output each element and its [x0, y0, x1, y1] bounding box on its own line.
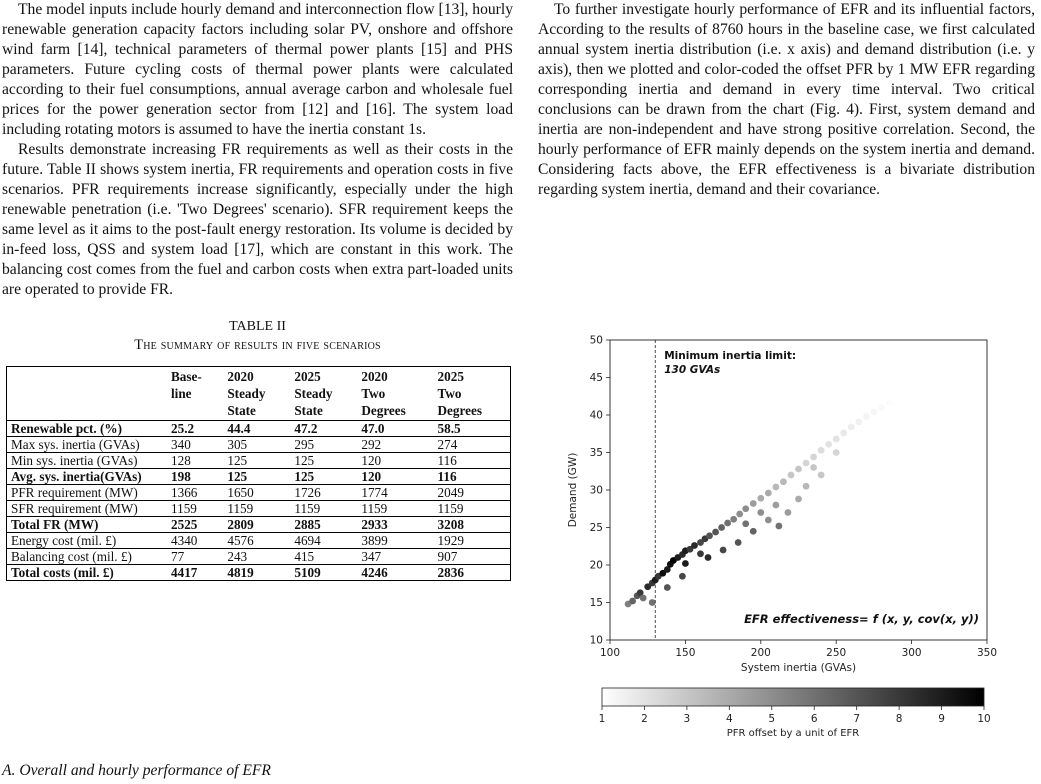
data-point: [780, 478, 787, 485]
table-cell: 25.2: [167, 421, 223, 437]
data-point: [886, 400, 893, 407]
table-cell: 340: [167, 437, 223, 453]
table-cell: 243: [223, 549, 290, 565]
table-cell: 292: [357, 437, 433, 453]
data-point: [871, 409, 878, 416]
table-cell: 198: [167, 469, 223, 485]
table-cell: 125: [223, 453, 290, 469]
table-cell: 415: [290, 549, 357, 565]
x-tick-label: 250: [826, 647, 847, 659]
table-cell: 2809: [223, 517, 290, 533]
data-point: [649, 599, 656, 606]
table-header-cell: [7, 403, 168, 421]
colorbar-tick-label: 9: [938, 713, 945, 725]
data-point: [757, 495, 764, 502]
table-cell: 1159: [357, 501, 433, 517]
colorbar-tick-label: 3: [683, 713, 691, 725]
table-cell: 44.4: [223, 421, 290, 437]
data-point: [863, 413, 870, 420]
data-point: [788, 472, 795, 479]
effectiveness-annotation: EFR effectiveness= f (x, y, cov(x, y)): [744, 611, 979, 626]
min-inertia-value: 130 GVAs: [664, 364, 721, 376]
table-header-cell: State: [223, 403, 290, 421]
table-cell: 1774: [357, 485, 433, 501]
colorbar-tick-label: 8: [895, 713, 903, 725]
table-cell: 1159: [223, 501, 290, 517]
data-point: [705, 554, 712, 561]
data-point: [833, 436, 840, 443]
table-row: [7, 533, 511, 549]
colorbar-tick-label: 5: [768, 713, 776, 725]
y-tick-label: 30: [589, 484, 603, 497]
y-tick-label: 40: [589, 409, 603, 422]
data-point: [772, 484, 779, 491]
table-cell: PFR requirement (MW): [7, 485, 168, 501]
data-point: [724, 520, 731, 527]
paragraph: Results demonstrate increasing FR requirements as well as their costs in the future. Table II shows system inertia, FR requirements and operation costs in five scenarios. PFR requirements increase significantly, especially under the high renewable penetration (i.e. 'Two Degrees' scenario). SFR requirement keeps the same level as it aims to the post-fault energy restoration. Its volume is decided by in-feed loss, QSS and system load [17], which are constant in this work. The balancing cost comes from the fuel and carbon costs when extra part-loaded units are operated to provide FR.: [2, 141, 513, 298]
data-point: [679, 573, 686, 580]
data-point: [750, 500, 757, 507]
table-cell: 305: [223, 437, 290, 453]
colorbar: [602, 688, 984, 706]
min-inertia-label: Minimum inertia limit:: [664, 350, 797, 362]
table-cell: Energy cost (mil. £): [7, 533, 168, 549]
table-cell: 1159: [434, 501, 511, 517]
data-point: [785, 509, 792, 516]
table-row: [7, 485, 511, 501]
table-cell: 2836: [434, 565, 511, 581]
plot-frame: [610, 340, 987, 640]
table-header-cell: 2020: [223, 367, 290, 387]
table-cell: 4576: [223, 533, 290, 549]
table-header-cell: Steady: [294, 386, 333, 401]
table-row: [7, 501, 511, 517]
data-point: [682, 560, 689, 567]
table-cell: 120: [357, 469, 433, 485]
y-tick-label: 50: [589, 334, 603, 347]
table-cell: 1726: [290, 485, 357, 501]
table-header-cell: Base-: [167, 367, 223, 387]
y-tick-label: 20: [589, 559, 603, 572]
table-header-cell: Degrees: [357, 403, 433, 421]
table-header-cell: line: [171, 386, 192, 401]
table-header-cell: Two: [434, 386, 511, 403]
data-point: [818, 447, 825, 454]
table-cell: 125: [290, 453, 357, 469]
table-cell: 77: [167, 549, 223, 565]
table-cell: 125: [290, 469, 357, 485]
data-point: [712, 529, 719, 536]
table-cell: 1366: [167, 485, 223, 501]
y-tick-label: 15: [589, 597, 603, 609]
table-cell: 4417: [167, 565, 223, 581]
subsection-title: A. Overall and hourly performance of EFR: [2, 762, 271, 779]
scatter-figure: [560, 332, 1010, 742]
data-point: [803, 460, 810, 467]
data-point: [840, 430, 847, 437]
table-row: [7, 565, 511, 581]
y-tick-label: 10: [589, 634, 603, 647]
table-cell: 47.0: [357, 421, 433, 437]
data-point: [664, 584, 671, 591]
paragraph: To further investigate hourly performance of EFR and its influential factors, According to the results of 8760 hours in the baseline case, we first calculated annual system inertia distribution (i.e. x axis) and demand distribution (i.e. y axis), then we plotted and color-coded the offset PFR by 1 MW EFR regarding corresponding inertia and demand in every time interval. Two critical conclusions can be drawn from the chart (Fig. 4). First, system demand and inertia are non-independent and have strong positive correlation. Second, the hourly performance of EFR mainly depends on the system inertia and demand. Considering facts above, the EFR effectiveness is a bivariate distribution regarding system inertia, demand and their covariance.: [538, 1, 1035, 198]
colorbar-tick-label: 2: [641, 713, 648, 725]
data-point: [878, 404, 885, 411]
table-row: [7, 453, 511, 469]
y-tick-label: 45: [589, 372, 603, 384]
data-point: [742, 520, 749, 527]
data-point: [640, 595, 647, 602]
data-point: [742, 505, 749, 512]
data-point: [757, 509, 764, 516]
table-header-cell: 2025: [434, 367, 511, 387]
data-point: [803, 483, 810, 490]
table-cell: 274: [434, 437, 511, 453]
table-cell: 4340: [167, 533, 223, 549]
y-tick-label: 25: [589, 522, 603, 534]
table-cell: Max sys. inertia (GVAs): [7, 437, 168, 453]
data-point: [810, 464, 817, 471]
table-cell: 1159: [167, 501, 223, 517]
right-column: [538, 0, 1035, 200]
table-header-cell: Steady: [227, 386, 266, 401]
colorbar-tick-label: 1: [598, 713, 606, 725]
table-cell: 58.5: [434, 421, 511, 437]
x-tick-label: 200: [750, 647, 771, 659]
data-point: [795, 466, 802, 473]
table-cell: 47.2: [290, 421, 357, 437]
table-cell: 125: [223, 469, 290, 485]
data-point: [795, 496, 802, 503]
table-cell: Total costs (mil. £): [7, 565, 168, 581]
x-tick-label: 150: [675, 647, 696, 659]
table-cell: Balancing cost (mil. £): [7, 549, 168, 565]
data-point: [730, 516, 737, 523]
table-cell: 907: [434, 549, 511, 565]
table-cell: 1159: [290, 501, 357, 517]
data-point: [855, 418, 862, 425]
table-header-cell: 2020: [357, 367, 433, 387]
y-axis-label: Demand (GW): [567, 452, 579, 528]
table-cell: 1650: [223, 485, 290, 501]
data-point: [720, 547, 727, 554]
table-header-cell: [167, 403, 223, 421]
data-point: [765, 517, 772, 524]
colorbar-tick-label: 10: [977, 713, 991, 725]
data-point: [706, 532, 713, 539]
data-point: [825, 441, 832, 448]
data-point: [718, 524, 725, 531]
table-cell: 295: [290, 437, 357, 453]
colorbar-tick-label: 6: [810, 713, 818, 725]
data-point: [818, 472, 825, 479]
y-tick-label: 35: [589, 447, 603, 459]
results-table: [6, 366, 511, 581]
table-row: [7, 517, 511, 533]
colorbar-label: PFR offset by a unit of EFR: [726, 728, 860, 739]
table-cell: 128: [167, 453, 223, 469]
table-caption: [2, 318, 513, 354]
table-cell: 116: [434, 469, 511, 485]
table-header-cell: [7, 386, 168, 403]
data-point: [697, 550, 704, 557]
table-row: [7, 437, 511, 453]
table-cell: Min sys. inertia (GVAs): [7, 453, 168, 469]
data-point: [750, 528, 757, 535]
table-cell: 2885: [290, 517, 357, 533]
data-point: [833, 449, 840, 456]
table-header-cell: 2025: [290, 367, 357, 387]
table-title: The summary of results in five scenarios: [134, 337, 381, 353]
table-cell: 1929: [434, 533, 511, 549]
left-column: [2, 0, 513, 581]
plot-area: [567, 335, 997, 740]
table-cell: 4246: [357, 565, 433, 581]
data-point: [772, 502, 779, 509]
data-point: [629, 598, 636, 605]
table-cell: Total FR (MW): [7, 517, 168, 533]
colorbar-tick-label: 4: [725, 713, 733, 725]
table-header-cell: Degrees: [434, 403, 511, 421]
data-point: [691, 542, 698, 549]
x-axis-label: System inertia (GVAs): [740, 662, 857, 674]
data-point: [848, 424, 855, 431]
table-cell: 3899: [357, 533, 433, 549]
colorbar-tick-label: 7: [853, 713, 861, 725]
table-cell: 2933: [357, 517, 433, 533]
table-cell: 4819: [223, 565, 290, 581]
table-cell: 3208: [434, 517, 511, 533]
x-tick-label: 100: [599, 647, 621, 659]
data-point: [765, 490, 772, 497]
data-point: [810, 454, 817, 461]
table-cell: 2049: [434, 485, 511, 501]
table-cell: Avg. sys. inertia(GVAs): [7, 469, 168, 485]
table-cell: SFR requirement (MW): [7, 501, 168, 517]
table-cell: 120: [357, 453, 433, 469]
x-tick-label: 300: [901, 647, 922, 659]
data-point: [736, 511, 743, 518]
table-cell: 5109: [290, 565, 357, 581]
data-point: [775, 523, 782, 530]
table-cell: 116: [434, 453, 511, 469]
x-tick-label: 350: [976, 647, 998, 659]
table-row: [7, 469, 511, 485]
table-row: [7, 421, 511, 437]
table-row: [7, 549, 511, 565]
table-header-cell: Two: [361, 386, 386, 401]
table-cell: 4694: [290, 533, 357, 549]
paragraph: The model inputs include hourly demand and interconnection flow [13], hourly renewable generation capacity factors including solar PV, onshore and offshore wind farm [14], technical parameters of thermal power plants [15] and PHS parameters. Future cycling costs of thermal power plants were calculated according to their fuel consumptions, annual average carbon and wholesale fuel prices for the power generation sector from [12] and [16]. The system load including rotating motors is assumed to have the inertia constant 1s.: [2, 1, 513, 138]
table-header-cell: [7, 367, 168, 387]
table-header-cell: State: [290, 403, 357, 421]
table-cell: 2525: [167, 517, 223, 533]
table-cell: Renewable pct. (%): [7, 421, 168, 437]
data-point: [735, 539, 742, 546]
table-cell: 347: [357, 549, 433, 565]
table-label: TABLE II: [229, 319, 286, 334]
